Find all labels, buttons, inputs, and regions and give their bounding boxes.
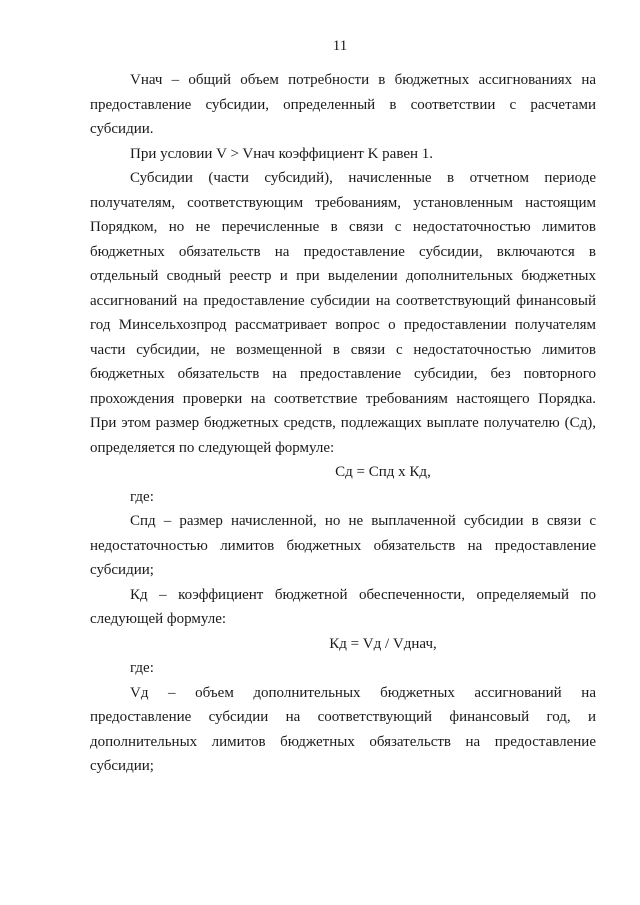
paragraph-condition: При условии V > Vнач коэффициент K равен 1. — [130, 145, 434, 162]
paragraph-vd-definition: Vд – объем дополнительных бюджетных ассигнований на предоставление субсидии на соответствующий финансовый год, и дополнительных лимитов бюджетных обязательств на предоставление субсидии; — [90, 684, 596, 774]
document-body — [90, 68, 596, 779]
formula-kd: Кд = Vд / Vднач, — [329, 635, 437, 652]
page-number: 11 — [332, 38, 348, 54]
where-label-1: где: — [130, 488, 154, 505]
paragraph-vnach-definition: Vнач – общий объем потребности в бюджетных ассигнованиях на предоставление субсидии, определенный в соответствии с расчетами субсидии. — [90, 72, 596, 137]
formula-sd: Сд = Спд x Кд, — [335, 464, 431, 480]
paragraph-subsidies: Субсидии (части субсидий), начисленные в отчетном периоде получателям, соответствующим требованиям, установленным настоящим Порядком, но не перечисленные в связи с недостаточностью лимитов бюджетных обязательств на предоставление субсидии, включаются в отдельный сводный реестр и при выделении дополнительных бюджетных ассигнований на предоставление субсидии на соответствующий финансовый год Минсельхозпрод рассматривает вопрос о предоставлении получателям части субсидии, не возмещенной в связи с недостаточностью лимитов бюджетных обязательств на предоставление субсидии, без повторного прохождения проверки на соответствие требованиям настоящего Порядка. При этом размер бюджетных средств, подлежащих выплате получателю (Сд), определяется по следующей формуле: — [90, 170, 596, 456]
paragraph-kd-definition: Кд – коэффициент бюджетной обеспеченности, определяемый по следующей формуле: — [90, 586, 596, 627]
paragraph-spd-definition: Спд – размер начисленной, но не выплаченной субсидии в связи с недостаточностью лимитов бюджетных обязательств на предоставление субсидии; — [90, 513, 596, 578]
where-label-2: где: — [130, 660, 154, 676]
